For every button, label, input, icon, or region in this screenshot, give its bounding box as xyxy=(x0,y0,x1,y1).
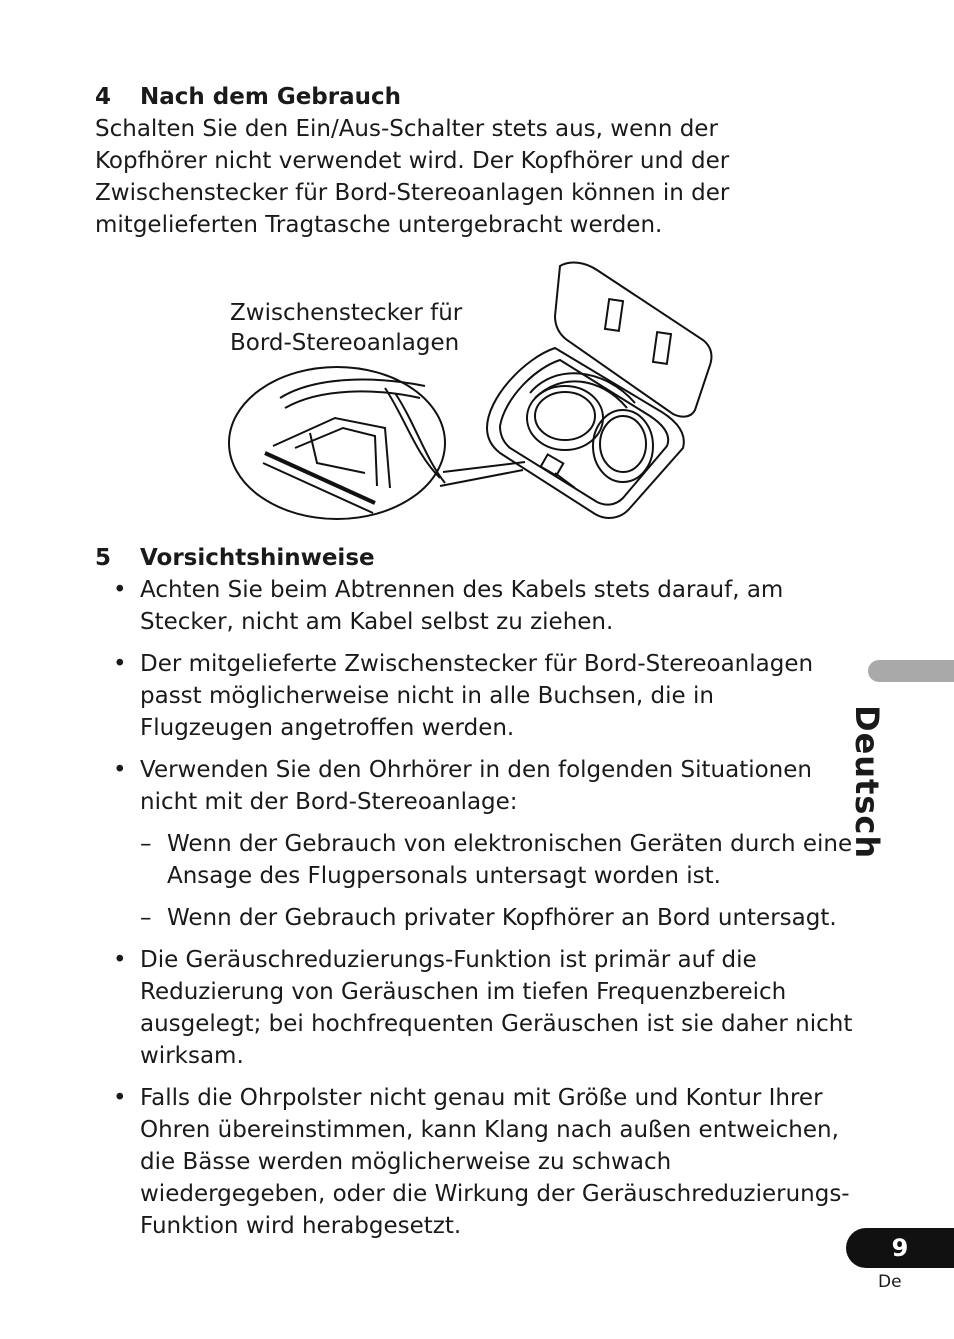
sublist-item xyxy=(140,902,853,934)
precautions-list xyxy=(113,574,853,1252)
list-item xyxy=(113,754,853,934)
situations-sublist xyxy=(140,828,853,934)
sublist-item xyxy=(140,828,853,892)
dash-mark: – xyxy=(140,831,152,857)
list-item-text: Achten Sie beim Abtrennen des Kabels stets darauf, am Stecker, nicht am Kabel selbst zu ziehen. xyxy=(140,577,784,635)
page-number: 9 xyxy=(891,1234,909,1262)
section-4-number: 4 xyxy=(95,84,112,110)
carrying-case-illustration xyxy=(225,258,725,523)
list-item-text: Der mitgelieferte Zwischenstecker für Bord-Stereoanlagen passt möglicherweise nicht in alle Buchsen, die in Flugzeugen angetroffen werden. xyxy=(140,651,814,741)
dash-mark: – xyxy=(140,905,152,931)
list-item xyxy=(113,574,853,638)
list-item-text: Falls die Ohrpolster nicht genau mit Größe und Kontur Ihrer Ohren übereinstimmen, kann Klang nach außen entweichen, die Bässe werden möglicherweise zu schwach wiedergegeben, oder die Wirkung der Geräuschreduzierungs-Funktion wird herabgesetzt. xyxy=(140,1085,850,1239)
side-tab-language xyxy=(848,705,938,860)
bullet-mark: • xyxy=(113,757,127,783)
language-code: De xyxy=(878,1272,902,1292)
list-item-text: Verwenden Sie den Ohrhörer in den folgenden Situationen nicht mit der Bord-Stereoanlage: xyxy=(140,757,812,815)
sublist-item-text: Wenn der Gebrauch von elektronischen Geräten durch eine Ansage des Flugpersonals untersagt worden ist. xyxy=(167,831,853,889)
list-item xyxy=(113,944,853,1072)
section-5-title: Vorsichtshinweise xyxy=(140,545,375,571)
section-5-number: 5 xyxy=(95,545,112,571)
side-tab-bar xyxy=(868,660,954,682)
section-4-heading xyxy=(95,82,401,112)
list-item-text: Die Geräuschreduzierungs-Funktion ist primär auf die Reduzierung von Geräuschen im tiefen Frequenzbereich ausgelegt; bei hochfrequenten Geräuschen ist sie daher nicht wirksam. xyxy=(140,947,853,1069)
page-number-badge xyxy=(846,1228,954,1268)
bullet-mark: • xyxy=(113,577,127,603)
section-5-heading xyxy=(95,543,375,573)
bullet-mark: • xyxy=(113,947,127,973)
list-item xyxy=(113,1082,853,1242)
bullet-mark: • xyxy=(113,1085,127,1111)
list-item xyxy=(113,648,853,744)
figure-caption-line-1: Zwischenstecker für xyxy=(230,300,463,326)
section-4-title: Nach dem Gebrauch xyxy=(140,84,402,110)
sublist-item-text: Wenn der Gebrauch privater Kopfhörer an Bord untersagt. xyxy=(167,905,837,931)
bullet-mark: • xyxy=(113,651,127,677)
section-4-body: Schalten Sie den Ein/Aus-Schalter stets aus, wenn der Kopfhörer nicht verwendet wird. Der Kopfhörer und der Zwischenstecker für Bord-Stereoanlagen können in der mitgelieferten Tragtasche untergebracht werden. xyxy=(95,116,730,238)
side-tab-language-text: Deutsch xyxy=(848,705,886,860)
figure-caption-line-2: Bord-Stereoanlagen xyxy=(230,330,460,356)
